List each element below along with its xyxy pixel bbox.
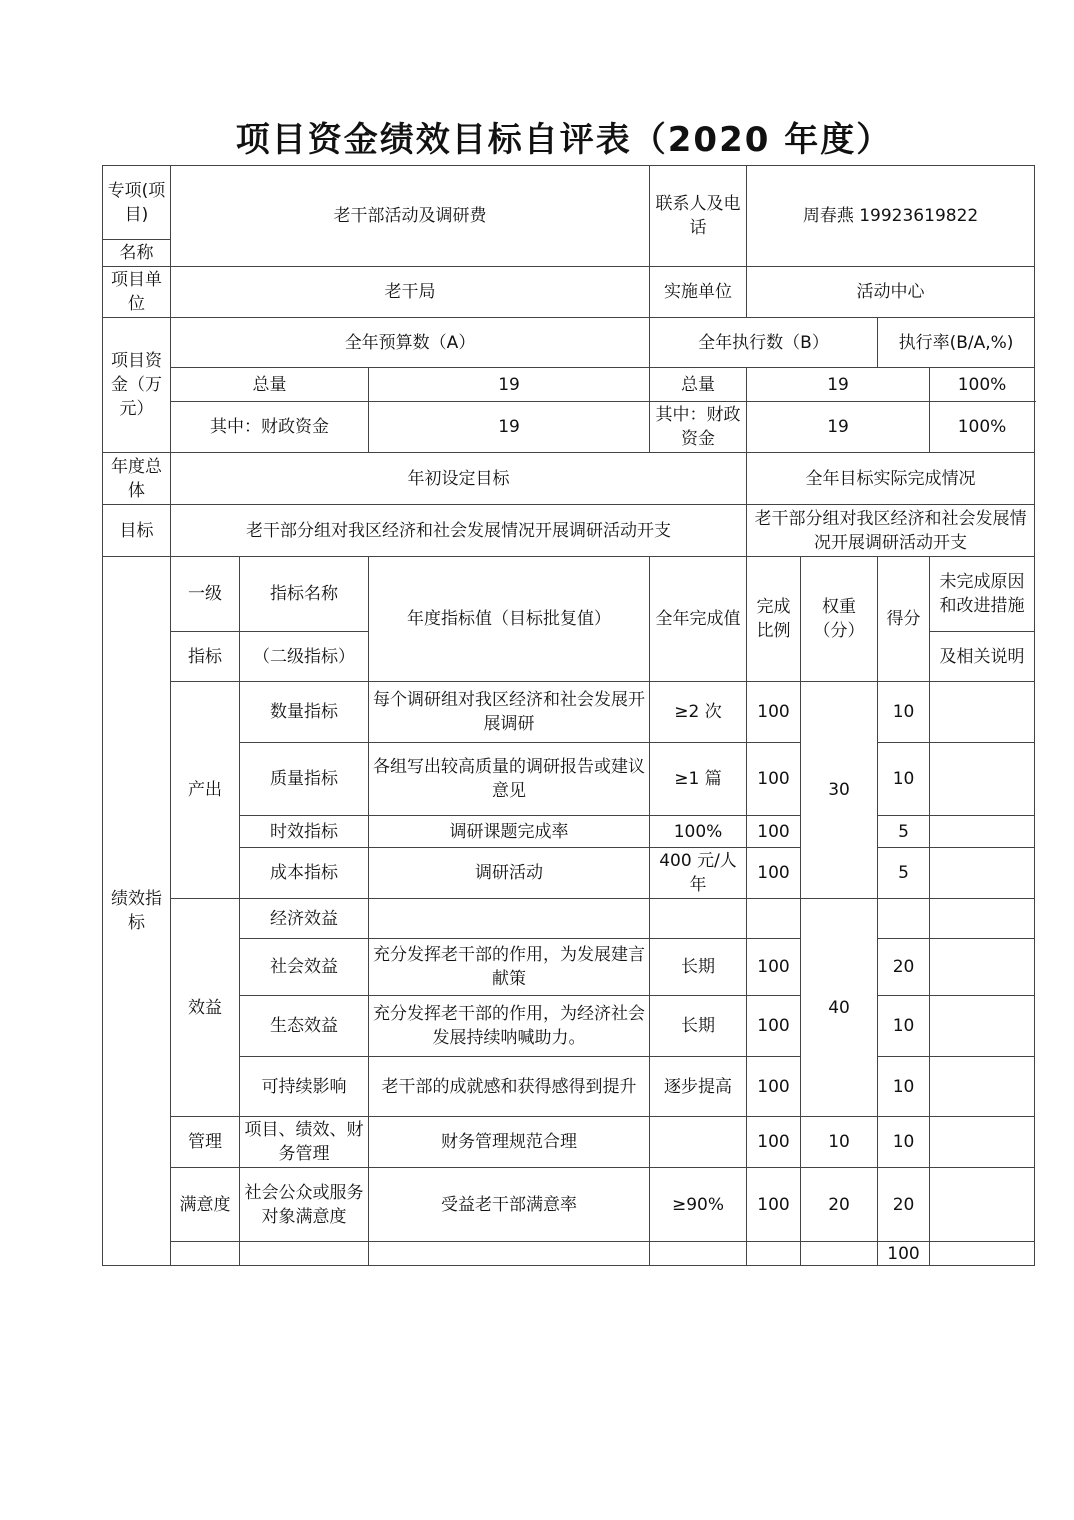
funds-total-value-a: 19 — [369, 368, 650, 402]
perf-header-reason-b: 及相关说明 — [930, 632, 1035, 682]
output-row-name: 成本指标 — [240, 848, 369, 899]
benefit-row-complete — [650, 899, 747, 939]
perf-header-score: 得分 — [878, 557, 930, 682]
perf-header-name-b: （二级指标） — [240, 632, 369, 682]
satisfaction-ratio: 100 — [747, 1168, 801, 1242]
benefit-row-name: 可持续影响 — [240, 1057, 369, 1117]
contact-label: 联系人及电话 — [650, 166, 747, 267]
impl-unit-label: 实施单位 — [650, 267, 747, 318]
funds-fiscal-label-a: 其中：财政资金 — [171, 402, 369, 453]
benefit-row-ratio: 100 — [747, 1057, 801, 1117]
budget-header: 全年预算数（A） — [171, 318, 650, 368]
output-row-name: 时效指标 — [240, 816, 369, 848]
total-weight: 100 — [878, 1242, 930, 1266]
satisfaction-target: 受益老干部满意率 — [369, 1168, 650, 1242]
satisfaction-score: 20 — [878, 1168, 930, 1242]
satisfaction-complete: ≥90% — [650, 1168, 747, 1242]
output-row-target: 每个调研组对我区经济和社会发展开展调研 — [369, 682, 650, 743]
benefit-row-score: 20 — [878, 939, 930, 996]
benefit-row-complete: 长期 — [650, 996, 747, 1057]
project-unit-label: 项目单位 — [103, 267, 171, 318]
total-empty-cell — [369, 1242, 650, 1266]
project-name-label-2: 名称 — [103, 240, 171, 267]
benefit-row-reason — [930, 939, 1035, 996]
output-row-score: 10 — [878, 682, 930, 743]
perf-header-level1-b: 指标 — [171, 632, 240, 682]
perf-header-complete: 全年完成值 — [650, 557, 747, 682]
contact-value: 周春燕 19923619822 — [747, 166, 1035, 267]
rate-header: 执行率(B/A,%) — [878, 318, 1035, 368]
output-row-target: 调研课题完成率 — [369, 816, 650, 848]
benefit-row-name: 社会效益 — [240, 939, 369, 996]
funds-total-value-b: 19 — [747, 368, 930, 402]
benefit-row-target: 充分发挥老干部的作用，为发展建言献策 — [369, 939, 650, 996]
management-score: 10 — [878, 1117, 930, 1168]
output-row-name: 质量指标 — [240, 743, 369, 816]
benefit-row-ratio — [747, 899, 801, 939]
output-row-ratio: 100 — [747, 816, 801, 848]
output-row-score: 5 — [878, 816, 930, 848]
impl-unit-value: 活动中心 — [747, 267, 1035, 318]
management-label: 管理 — [171, 1117, 240, 1168]
exec-header: 全年执行数（B） — [650, 318, 878, 368]
perf-header-name: 指标名称 — [240, 557, 369, 632]
output-row-reason — [930, 848, 1035, 899]
total-empty-cell — [801, 1242, 878, 1266]
perf-header-weight: 权重（分） — [801, 557, 878, 682]
goals-actual-value: 老干部分组对我区经济和社会发展情况开展调研活动开支 — [747, 505, 1035, 557]
goals-initial-value: 老干部分组对我区经济和社会发展情况开展调研活动开支 — [171, 505, 747, 557]
perf-header-level1: 一级 — [171, 557, 240, 632]
goals-label: 年度总体 — [103, 453, 171, 505]
perf-header-reason: 未完成原因和改进措施 — [930, 557, 1035, 632]
benefit-row-score: 10 — [878, 996, 930, 1057]
output-row-complete: ≥2 次 — [650, 682, 747, 743]
output-row-complete: ≥1 篇 — [650, 743, 747, 816]
output-row-reason — [930, 816, 1035, 848]
self-evaluation-table — [102, 165, 1035, 1266]
benefit-label: 效益 — [171, 899, 240, 1117]
total-empty-cell — [930, 1242, 1035, 1266]
funds-label: 项目资金（万元） — [103, 318, 171, 453]
output-row-ratio: 100 — [747, 682, 801, 743]
output-row-ratio: 100 — [747, 743, 801, 816]
output-row-complete: 400 元/人年 — [650, 848, 747, 899]
benefit-row-ratio: 100 — [747, 939, 801, 996]
benefit-row-score: 10 — [878, 1057, 930, 1117]
benefit-weight: 40 — [801, 899, 878, 1117]
output-weight: 30 — [801, 682, 878, 899]
benefit-row-name: 生态效益 — [240, 996, 369, 1057]
total-empty-cell — [171, 1242, 240, 1266]
benefit-row-complete: 长期 — [650, 939, 747, 996]
perf-header-ratio: 完成比例 — [747, 557, 801, 682]
goals-initial-header: 年初设定目标 — [171, 453, 747, 505]
funds-total-label-a: 总量 — [171, 368, 369, 402]
management-target: 财务管理规范合理 — [369, 1117, 650, 1168]
project-unit-value: 老干局 — [171, 267, 650, 318]
satisfaction-reason — [930, 1168, 1035, 1242]
benefit-row-ratio: 100 — [747, 996, 801, 1057]
benefit-row-score — [878, 899, 930, 939]
funds-fiscal-label-b: 其中：财政资金 — [650, 402, 747, 453]
goals-actual-header: 全年目标实际完成情况 — [747, 453, 1035, 505]
perf-header-target: 年度指标值（目标批复值） — [369, 557, 650, 682]
output-label: 产出 — [171, 682, 240, 899]
page-title: 项目资金绩效目标自评表（2020 年度） — [235, 120, 893, 160]
benefit-row-target: 老干部的成就感和获得感得到提升 — [369, 1057, 650, 1117]
management-complete — [650, 1117, 747, 1168]
benefit-row-name: 经济效益 — [240, 899, 369, 939]
benefit-row-target — [369, 899, 650, 939]
management-weight: 10 — [801, 1117, 878, 1168]
benefit-row-reason — [930, 1057, 1035, 1117]
output-row-reason — [930, 682, 1035, 743]
satisfaction-name: 社会公众或服务对象满意度 — [240, 1168, 369, 1242]
satisfaction-label: 满意度 — [171, 1168, 240, 1242]
perf-section-label: 绩效指标 — [103, 557, 171, 1266]
output-row-ratio: 100 — [747, 848, 801, 899]
output-row-target: 调研活动 — [369, 848, 650, 899]
project-name-label: 专项(项目) — [103, 166, 171, 240]
output-row-reason — [930, 743, 1035, 816]
funds-total-label-b: 总量 — [650, 368, 747, 402]
benefit-row-reason — [930, 996, 1035, 1057]
project-name-value: 老干部活动及调研费 — [171, 166, 650, 267]
satisfaction-weight: 20 — [801, 1168, 878, 1242]
output-row-complete: 100% — [650, 816, 747, 848]
output-row-score: 10 — [878, 743, 930, 816]
management-ratio: 100 — [747, 1117, 801, 1168]
management-name: 项目、绩效、财务管理 — [240, 1117, 369, 1168]
goals-label-2: 目标 — [103, 505, 171, 557]
funds-fiscal-value-b: 19 — [747, 402, 930, 453]
total-empty-cell — [240, 1242, 369, 1266]
total-empty-cell — [747, 1242, 801, 1266]
output-row-target: 各组写出较高质量的调研报告或建议意见 — [369, 743, 650, 816]
benefit-row-complete: 逐步提高 — [650, 1057, 747, 1117]
funds-fiscal-rate: 100% — [930, 402, 1035, 453]
funds-fiscal-value-a: 19 — [369, 402, 650, 453]
total-empty-cell — [650, 1242, 747, 1266]
output-row-score: 5 — [878, 848, 930, 899]
funds-total-rate: 100% — [930, 368, 1035, 402]
management-reason — [930, 1117, 1035, 1168]
output-row-name: 数量指标 — [240, 682, 369, 743]
benefit-row-target: 充分发挥老干部的作用，为经济社会发展持续呐喊助力。 — [369, 996, 650, 1057]
benefit-row-reason — [930, 899, 1035, 939]
